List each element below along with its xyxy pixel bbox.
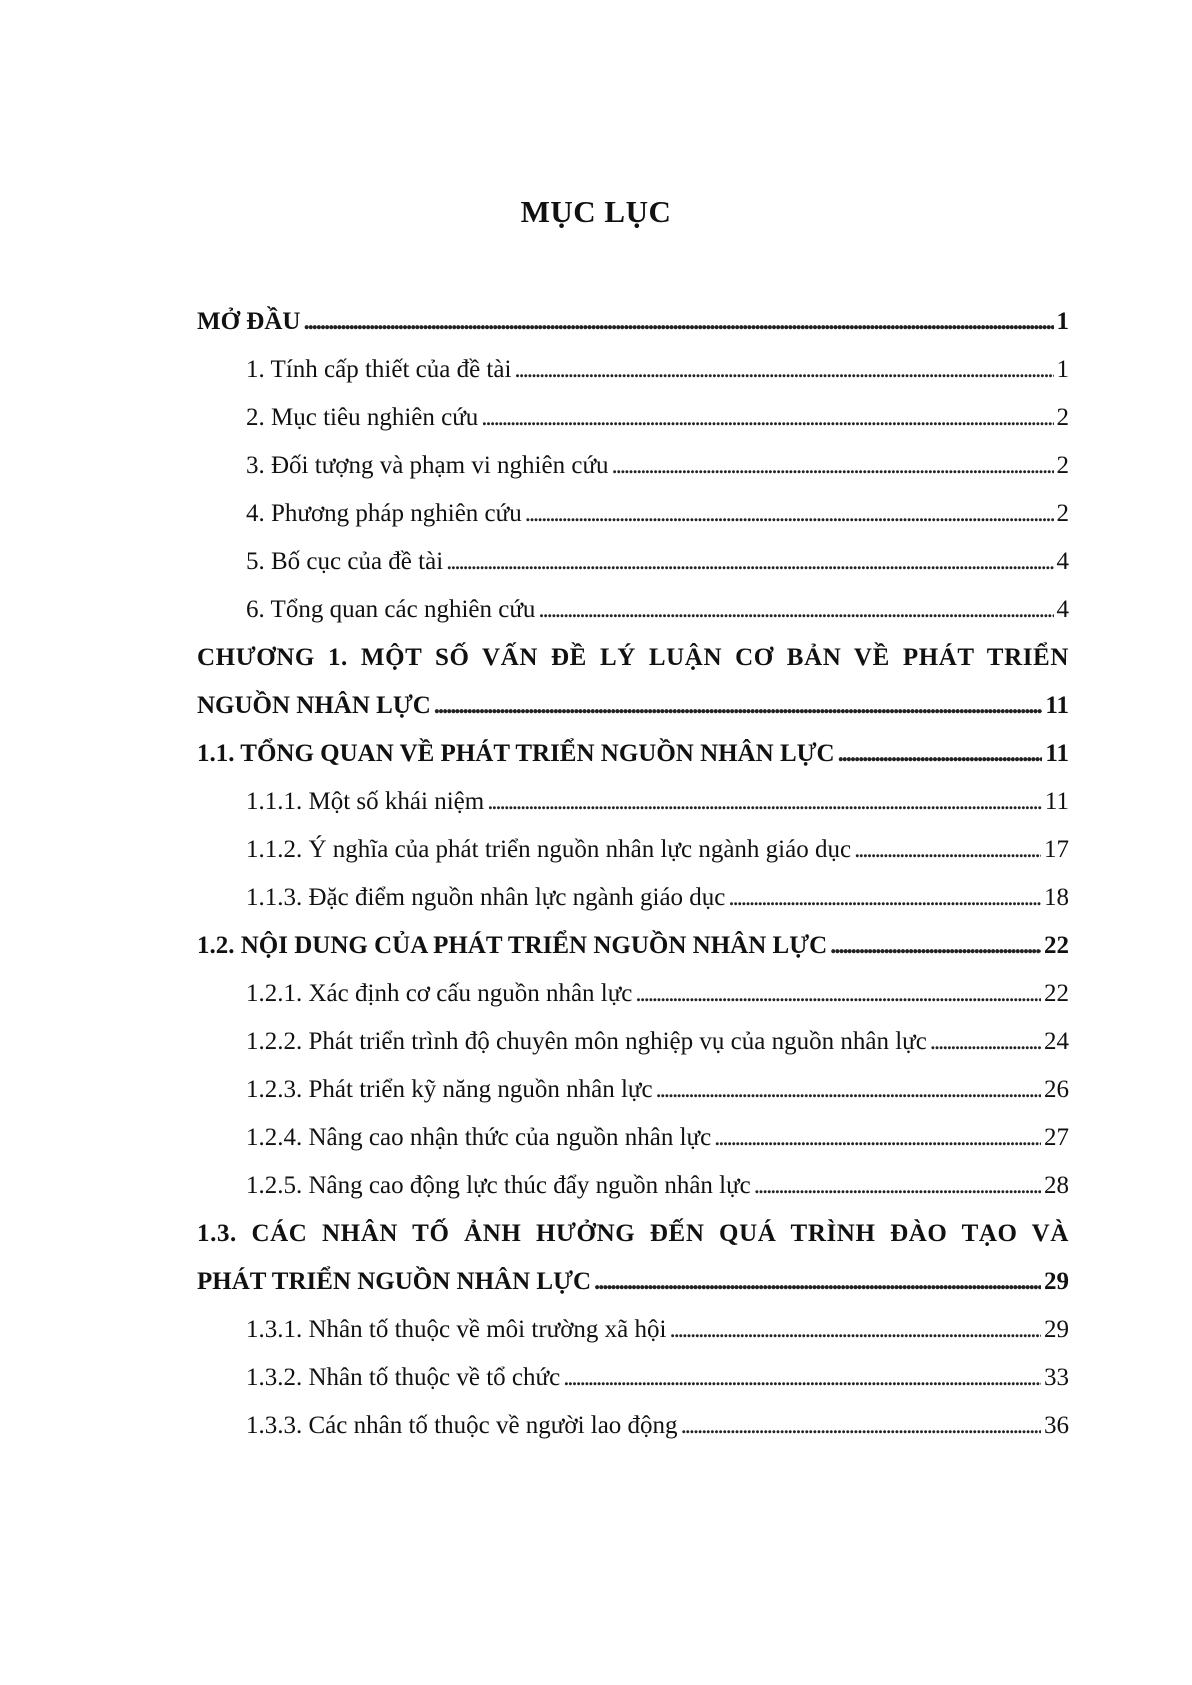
- dot-leader: [728, 874, 1041, 922]
- toc-entry-page: 26: [1044, 1076, 1069, 1103]
- toc-entry[interactable]: [197, 1162, 1069, 1210]
- dot-leader: [930, 1018, 1041, 1066]
- toc-entry-page: 2: [1056, 500, 1069, 527]
- dot-leader: [487, 778, 1042, 826]
- toc-entry-label: 2. Mục tiêu nghiên cứu: [246, 404, 479, 431]
- toc-entry-label: 1.2.4. Nâng cao nhận thức của nguồn nhân lực: [246, 1124, 712, 1151]
- toc-entry-label: 4. Phương pháp nghiên cứu: [246, 500, 522, 527]
- toc-entry-page: 33: [1044, 1364, 1069, 1391]
- toc-entry-page: 36: [1044, 1412, 1069, 1439]
- toc-entry-page: 24: [1044, 1028, 1069, 1055]
- toc-entry-label: MỞ ĐẦU: [197, 308, 301, 335]
- dot-leader: [838, 730, 1043, 778]
- toc-entry-chapter-1-line-1[interactable]: CHƯƠNG 1. MỘT SỐ VẤN ĐỀ LÝ LUẬN CƠ BẢN VỀ PHÁT TRIỂN: [197, 644, 1069, 671]
- toc-entry[interactable]: [197, 1354, 1069, 1402]
- toc-entry-page: 11: [1044, 788, 1069, 815]
- toc-entry-page: 4: [1056, 548, 1069, 575]
- toc-entry-page: 4: [1056, 596, 1069, 623]
- toc-entry-page: 1: [1056, 356, 1069, 383]
- page-title: MỤC LỤC: [520, 194, 672, 229]
- dot-leader: [656, 1066, 1041, 1114]
- dot-leader: [481, 394, 1053, 442]
- toc-entry[interactable]: [197, 1306, 1069, 1354]
- toc-entry-label: 5. Bố cục của đề tài: [246, 548, 444, 575]
- toc-entry-label: 1.2. NỘI DUNG CỦA PHÁT TRIỂN NGUỒN NHÂN LỰC: [197, 932, 828, 959]
- toc-entry-label: 3. Đối tượng và phạm vi nghiên cứu: [246, 452, 609, 479]
- table-of-contents: [197, 298, 1069, 1450]
- toc-entry-section-1-3-line-1[interactable]: 1.3. CÁC NHÂN TỐ ẢNH HƯỞNG ĐẾN QUÁ TRÌNH ĐÀO TẠO VÀ: [197, 1220, 1069, 1247]
- toc-entry-label: 1.1.2. Ý nghĩa của phát triển nguồn nhân lực ngành giáo dục: [246, 836, 852, 863]
- toc-entry-label: 1.1.1. Một số khái niệm: [246, 788, 485, 815]
- toc-entry-page: 18: [1044, 884, 1069, 911]
- toc-entry-page: 29: [1044, 1268, 1069, 1295]
- toc-entry[interactable]: [197, 442, 1069, 490]
- toc-entry[interactable]: [197, 538, 1069, 586]
- toc-entry[interactable]: [197, 970, 1069, 1018]
- dot-leader: [434, 682, 1043, 730]
- toc-entry-label: 1.2.3. Phát triển kỹ năng nguồn nhân lực: [246, 1076, 653, 1103]
- toc-entry-page: 22: [1044, 932, 1069, 959]
- toc-entry-page: 27: [1044, 1124, 1069, 1151]
- toc-entry[interactable]: [197, 778, 1069, 826]
- toc-entry[interactable]: [197, 490, 1069, 538]
- dot-leader: [612, 442, 1054, 490]
- toc-entry-label: PHÁT TRIỂN NGUỒN NHÂN LỰC: [197, 1268, 592, 1295]
- dot-leader: [854, 826, 1041, 874]
- toc-entry[interactable]: [197, 1402, 1069, 1450]
- toc-entry-label: 1.2.5. Nâng cao động lực thúc đẩy nguồn nhân lực: [246, 1172, 751, 1199]
- toc-entry-label: 1.2.1. Xác định cơ cấu nguồn nhân lực: [246, 980, 633, 1007]
- toc-entry-page: 1: [1056, 308, 1069, 335]
- toc-entry-label: 1.2.2. Phát triển trình độ chuyên môn nghiệp vụ của nguồn nhân lực: [246, 1028, 927, 1055]
- dot-leader: [594, 1258, 1041, 1306]
- toc-entry-section-1-1[interactable]: [197, 730, 1069, 778]
- dot-leader: [681, 1402, 1041, 1450]
- toc-entry[interactable]: [197, 826, 1069, 874]
- dot-leader: [563, 1354, 1041, 1402]
- dot-leader: [635, 970, 1041, 1018]
- toc-entry[interactable]: [197, 586, 1069, 634]
- dot-leader: [525, 490, 1054, 538]
- toc-entry-page: 22: [1044, 980, 1069, 1007]
- toc-entry[interactable]: [197, 874, 1069, 922]
- toc-entry[interactable]: [197, 346, 1069, 394]
- dot-leader: [754, 1162, 1041, 1210]
- toc-entry[interactable]: [197, 1066, 1069, 1114]
- toc-entry-chapter-1[interactable]: [197, 682, 1069, 730]
- toc-entry-page: 17: [1044, 836, 1069, 863]
- toc-entry-page: 29: [1044, 1316, 1069, 1343]
- dot-leader: [669, 1306, 1041, 1354]
- toc-entry-page: 2: [1056, 452, 1069, 479]
- toc-entry-page: 28: [1044, 1172, 1069, 1199]
- toc-entry-label: 1. Tính cấp thiết của đề tài: [246, 356, 512, 383]
- toc-entry[interactable]: [197, 1114, 1069, 1162]
- toc-entry-label: 6. Tổng quan các nghiên cứu: [246, 596, 536, 623]
- toc-entry-mo-dau[interactable]: [197, 298, 1069, 346]
- dot-leader: [714, 1114, 1041, 1162]
- toc-entry-label: 1.3.1. Nhân tố thuộc về môi trường xã hội: [246, 1316, 667, 1343]
- toc-entry-label: NGUỒN NHÂN LỰC: [197, 692, 431, 719]
- toc-entry-label: 1.1.3. Đặc điểm nguồn nhân lực ngành giáo dục: [246, 884, 726, 911]
- toc-entry-section-1-2[interactable]: [197, 922, 1069, 970]
- toc-entry-page: 2: [1056, 404, 1069, 431]
- toc-entry[interactable]: [197, 1018, 1069, 1066]
- dot-leader: [514, 346, 1053, 394]
- toc-entry-section-1-3[interactable]: [197, 1258, 1069, 1306]
- toc-entry-label: 1.1. TỔNG QUAN VỀ PHÁT TRIỂN NGUỒN NHÂN LỰC: [197, 740, 835, 767]
- toc-entry[interactable]: [197, 394, 1069, 442]
- toc-entry-page: 11: [1045, 692, 1069, 719]
- toc-entry-label: 1.3.2. Nhân tố thuộc về tổ chức: [246, 1364, 561, 1391]
- toc-entry-page: 11: [1045, 740, 1069, 767]
- dot-leader: [830, 922, 1041, 970]
- dot-leader: [446, 538, 1053, 586]
- toc-entry-label: 1.3.3. Các nhân tố thuộc về người lao động: [246, 1412, 678, 1439]
- dot-leader: [538, 586, 1053, 634]
- dot-leader: [303, 298, 1053, 346]
